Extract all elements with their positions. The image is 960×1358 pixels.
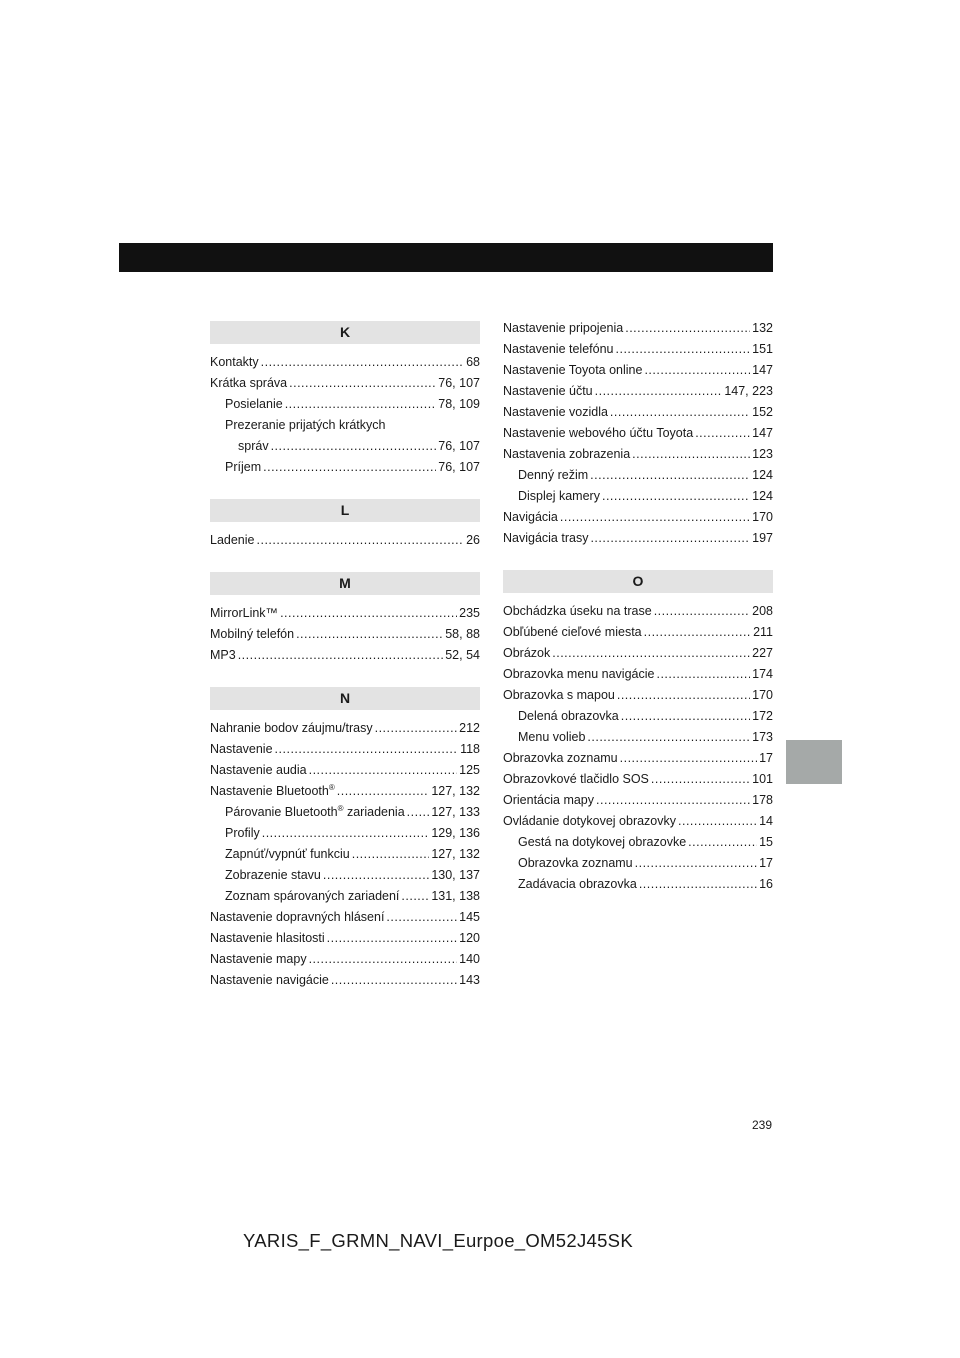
index-entry	[210, 645, 480, 666]
dot-leader	[620, 748, 757, 769]
index-entry-pages: 151	[752, 342, 773, 356]
dot-leader	[285, 394, 437, 415]
index-entry-pages: 173	[752, 730, 773, 744]
index-entry-pages: 227	[752, 646, 773, 660]
dot-leader	[386, 907, 457, 928]
index-entry	[210, 928, 480, 949]
index-entry	[503, 444, 773, 465]
index-entry-pages: 123	[752, 447, 773, 461]
index-entry-pages: 127, 133	[431, 805, 480, 819]
index-entry	[210, 760, 480, 781]
index-entry-text: Obrazovka menu navigácie	[503, 667, 655, 681]
index-entry-text: Mobilný telefón	[210, 627, 295, 641]
index-entry	[210, 394, 480, 415]
index-entry	[503, 811, 773, 832]
index-entry-text: Nastavenie audia	[210, 763, 307, 777]
section-letter-header: M	[210, 572, 480, 595]
index-entry-pages: 127, 132	[431, 784, 480, 798]
dot-leader	[261, 352, 464, 373]
dot-leader	[309, 760, 458, 781]
index-entry	[210, 865, 480, 886]
index-entry	[210, 970, 480, 991]
index-entry-pages: 208	[752, 604, 773, 618]
index-entry-pages: 76, 107	[438, 376, 480, 390]
dot-leader	[651, 769, 750, 790]
index-entry	[210, 603, 480, 624]
index-entry	[503, 402, 773, 423]
index-entry	[503, 360, 773, 381]
dot-leader	[590, 528, 750, 549]
dot-leader	[644, 622, 751, 643]
index-entry-pages: 16	[759, 877, 773, 891]
dot-leader	[296, 624, 443, 645]
index-entry-text: Párovanie Bluetooth® zariadenia	[225, 803, 405, 819]
index-entry-pages: 147, 223	[724, 384, 773, 398]
index-entry-text: Nastavenie webového účtu Toyota	[503, 426, 694, 440]
header-bar	[119, 243, 773, 272]
index-entry-pages: 170	[752, 688, 773, 702]
index-entry-text: Nastavenie hlasitosti	[210, 931, 325, 945]
index-entry	[210, 949, 480, 970]
index-entry-pages: 78, 109	[438, 397, 480, 411]
dot-leader	[309, 949, 458, 970]
section-letter-header: K	[210, 321, 480, 344]
dot-leader	[621, 706, 750, 727]
dot-leader	[238, 645, 444, 666]
dot-leader	[644, 360, 750, 381]
dot-leader	[656, 664, 750, 685]
index-entry-pages: 147	[752, 363, 773, 377]
index-entry-text: Kontakty	[210, 355, 259, 369]
index-entry	[503, 318, 773, 339]
index-entry-pages: 101	[752, 772, 773, 786]
dot-leader	[678, 811, 757, 832]
index-entry-pages: 118	[460, 742, 480, 756]
index-entry-text: Obrazovka s mapou	[503, 688, 615, 702]
index-entry	[210, 739, 480, 760]
index-entry	[210, 718, 480, 739]
dot-leader	[552, 643, 750, 664]
index-entry	[210, 907, 480, 928]
index-entry	[503, 748, 773, 769]
index-entry-pages: 76, 107	[438, 460, 480, 474]
index-entry	[503, 423, 773, 444]
index-entry-text: Nastavenie Bluetooth®	[210, 782, 335, 798]
index-entry	[503, 643, 773, 664]
dot-leader	[327, 928, 457, 949]
index-entry-text: Navigácia trasy	[503, 531, 589, 545]
index-entry	[503, 853, 773, 874]
dot-leader	[401, 886, 429, 907]
dot-leader	[263, 457, 436, 478]
index-entry-text: Prezeranie prijatých krátkych	[225, 418, 386, 432]
dot-leader	[639, 874, 757, 895]
index-entry-pages: 52, 54	[445, 648, 480, 662]
index-entry-text: Nastavenie telefónu	[503, 342, 614, 356]
index-entry-pages: 15	[759, 835, 773, 849]
index-entry-text: Nastavenie vozidla	[503, 405, 608, 419]
dot-leader	[275, 739, 459, 760]
index-entry-pages: 131, 138	[431, 889, 480, 903]
index-entry-text: Nastavenie Toyota online	[503, 363, 643, 377]
dot-leader	[595, 381, 723, 402]
dot-leader	[654, 601, 750, 622]
index-entry-pages: 140	[459, 952, 480, 966]
dot-leader	[331, 970, 457, 991]
index-entry-text: MP3	[210, 648, 236, 662]
dot-leader	[616, 339, 751, 360]
index-entry-pages: 120	[459, 931, 480, 945]
index-entry	[503, 465, 773, 486]
index-entry-pages: 14	[759, 814, 773, 828]
index-entry-text: správ	[238, 439, 269, 453]
dot-leader	[337, 781, 430, 802]
dot-leader	[560, 507, 750, 528]
index-entry-pages: 17	[759, 856, 773, 870]
index-entry-pages: 130, 137	[431, 868, 480, 882]
index-entry-text: Obchádzka úseku na trase	[503, 604, 652, 618]
index-entry	[503, 528, 773, 549]
index-entry	[503, 601, 773, 622]
dot-leader	[375, 718, 458, 739]
index-column-right	[503, 318, 773, 895]
index-entry-text: Zoznam spárovaných zariadení	[225, 889, 400, 903]
index-entry-text: Nastavenie navigácie	[210, 973, 329, 987]
index-entry	[503, 507, 773, 528]
index-entry-text: Krátka správa	[210, 376, 288, 390]
index-entry	[503, 622, 773, 643]
section-letter-header: O	[503, 570, 773, 593]
index-entry	[503, 832, 773, 853]
index-entry	[210, 886, 480, 907]
index-entry-pages: 68	[466, 355, 480, 369]
index-entry-text: Nastavenie účtu	[503, 384, 593, 398]
dot-leader	[632, 444, 750, 465]
index-entry	[503, 339, 773, 360]
dot-leader	[695, 423, 750, 444]
section-letter-header: L	[210, 499, 480, 522]
index-entry-pages: 147	[752, 426, 773, 440]
dot-leader	[596, 790, 750, 811]
index-entry-text: Obrazovka zoznamu	[518, 856, 633, 870]
index-entry-pages: 129, 136	[431, 826, 480, 840]
index-entry	[503, 727, 773, 748]
index-entry-text: Zadávacia obrazovka	[518, 877, 637, 891]
dot-leader	[625, 318, 750, 339]
index-entry-text: Denný režim	[518, 468, 589, 482]
index-entry-text: Gestá na dotykovej obrazovke	[518, 835, 687, 849]
index-entry-pages: 76, 107	[438, 439, 480, 453]
dot-leader	[587, 727, 750, 748]
index-entry	[210, 823, 480, 844]
index-entry	[210, 844, 480, 865]
page-number: 239	[752, 1118, 773, 1132]
index-entry-text: MirrorLink™	[210, 606, 279, 620]
index-entry-text: Zobrazenie stavu	[225, 868, 321, 882]
index-entry-pages: 17	[759, 751, 773, 765]
dot-leader	[289, 373, 436, 394]
index-entry-pages: 58, 88	[445, 627, 480, 641]
index-entry-text: Príjem	[225, 460, 262, 474]
index-entry-pages: 125	[459, 763, 480, 777]
index-entry	[503, 685, 773, 706]
index-entry-text: Ladenie	[210, 533, 255, 547]
section-tab	[786, 740, 842, 784]
index-entry-text: Nastavenie dopravných hlásení	[210, 910, 385, 924]
index-entry-pages: 235	[459, 606, 480, 620]
index-entry-text: Nastavenie	[210, 742, 273, 756]
index-entry-text: Posielanie	[225, 397, 283, 411]
index-entry-pages: 211	[753, 625, 773, 639]
dot-leader	[257, 530, 465, 551]
index-entry-text: Menu volieb	[518, 730, 586, 744]
index-entry-text: Obrazovkové tlačidlo SOS	[503, 772, 649, 786]
index-entry-text: Delená obrazovka	[518, 709, 619, 723]
index-entry-pages: 197	[752, 531, 773, 545]
index-entry-text: Displej kamery	[518, 489, 600, 503]
index-entry-pages: 174	[752, 667, 773, 681]
index-entry-pages: 178	[752, 793, 773, 807]
index-entry	[210, 373, 480, 394]
index-entry-text: Nahranie bodov záujmu/trasy	[210, 721, 373, 735]
index-column-left	[210, 321, 480, 991]
index-entry-text: Zapnúť/vypnúť funkciu	[225, 847, 350, 861]
dot-leader	[407, 802, 430, 823]
dot-leader	[635, 853, 757, 874]
index-entry-text: Nastavenie pripojenia	[503, 321, 624, 335]
index-entry	[503, 769, 773, 790]
index-entry-pages: 152	[752, 405, 773, 419]
index-entry-pages: 127, 132	[431, 847, 480, 861]
index-entry	[210, 624, 480, 645]
index-entry-pages: 145	[459, 910, 480, 924]
index-entry	[503, 706, 773, 727]
section-letter-header: N	[210, 687, 480, 710]
index-entry	[210, 802, 480, 823]
dot-leader	[590, 465, 750, 486]
index-entry-pages: 26	[466, 533, 480, 547]
index-entry	[503, 790, 773, 811]
dot-leader	[602, 486, 750, 507]
index-entry	[503, 381, 773, 402]
index-entry-pages: 124	[752, 489, 773, 503]
index-entry-text: Nastavenia zobrazenia	[503, 447, 631, 461]
dot-leader	[352, 844, 430, 865]
index-entry-pages: 132	[752, 321, 773, 335]
dot-leader	[610, 402, 750, 423]
index-entry	[210, 530, 480, 551]
index-entry	[210, 436, 480, 457]
index-entry-text: Profily	[225, 826, 260, 840]
index-entry-text: Navigácia	[503, 510, 558, 524]
index-entry-pages: 124	[752, 468, 773, 482]
index-entry-text: Obľúbené cieľové miesta	[503, 625, 642, 639]
index-entry	[210, 457, 480, 478]
index-entry-pages: 170	[752, 510, 773, 524]
index-entry-pages: 143	[459, 973, 480, 987]
dot-leader	[323, 865, 429, 886]
index-entry	[210, 352, 480, 373]
index-entry-text: Orientácia mapy	[503, 793, 595, 807]
index-entry-text: Ovládanie dotykovej obrazovky	[503, 814, 677, 828]
index-entry-pages: 172	[752, 709, 773, 723]
index-entry	[503, 486, 773, 507]
index-entry	[503, 874, 773, 895]
dot-leader	[280, 603, 457, 624]
document-code: YARIS_F_GRMN_NAVI_Eurpoe_OM52J45SK	[243, 1230, 633, 1251]
index-entry-text: Obrazovka zoznamu	[503, 751, 618, 765]
dot-leader	[262, 823, 430, 844]
index-entry-text: Nastavenie mapy	[210, 952, 307, 966]
index-entry	[503, 664, 773, 685]
index-entry-text: Obrázok	[503, 646, 551, 660]
dot-leader	[688, 832, 757, 853]
dot-leader	[617, 685, 750, 706]
index-entry	[210, 781, 480, 802]
index-entry-pages: 212	[459, 721, 480, 735]
dot-leader	[271, 436, 437, 457]
